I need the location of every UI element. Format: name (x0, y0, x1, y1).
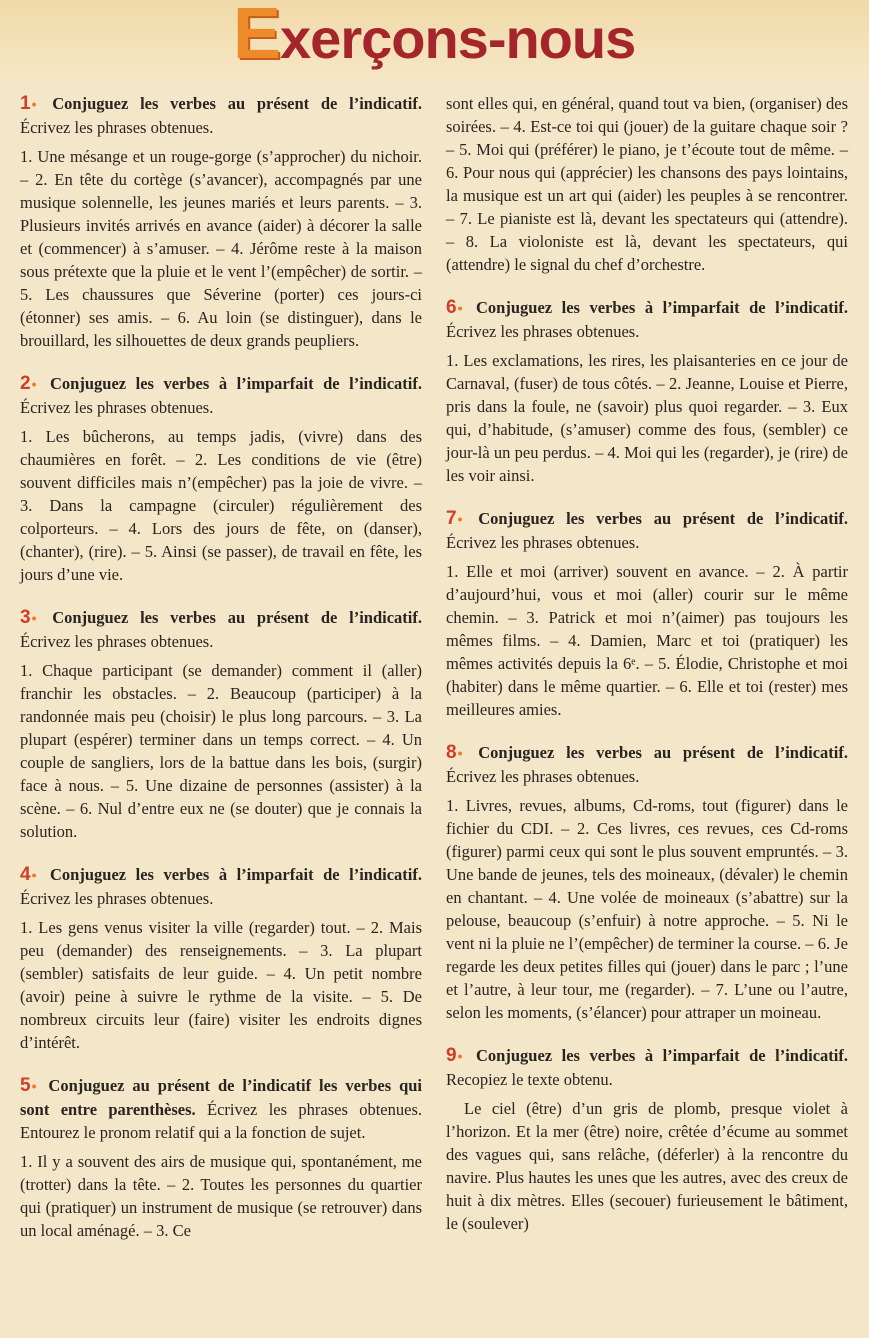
exercise-text: 1. Une mésange et un rouge-gorge (s’approcher) du nichoir. – 2. En tête du cortège (s’avancer), accompagnés par une musique solennelle, les jeunes mariés et leurs parents. – 3. Plusieurs invités arrivés en avance (aider) à décorer la salle et (commencer) à s’amuser. – 4. Jérôme reste à la maison sous prétexte que la pluie et le vent l’(empêcher) de sortir. – 5. Les chaussures que Séverine (porter) ces jours-ci (étonner) ses amis. – 6. Au loin (se distinguer), dans le brouillard, les silhouettes de deux grands peupliers. (20, 147, 422, 350)
exercise-text: Le ciel (être) d’un gris de plomb, presque violet à l’horizon. Et la mer (être) noire, crêtée d’écume au sommet des vagues qui, sans relâche, (déferler) à la rencontre du navire. Plus hautes les unes que les autres, avec des creux de huit à dix mètres. Elles (secouer) furieusement le bâtiment, le (soulever) (446, 1099, 848, 1233)
exercise-number: 9 • (446, 1045, 462, 1066)
exercise-9 (446, 1044, 848, 1235)
exercise-number: 2 • (20, 373, 36, 394)
right-column (446, 92, 848, 1255)
title-initial: E (233, 0, 281, 74)
exercise-title: Conjuguez les verbes au présent de l’indicatif. (52, 608, 422, 627)
exercise-title: Conjuguez les verbes à l’imparfait de l’indicatif. (476, 1046, 849, 1065)
exercise-title: Conjuguez les verbes à l’imparfait de l’indicatif. (50, 374, 423, 393)
exercise-text: 1. Elle et moi (arriver) souvent en avance. – 2. À partir d’aujourd’hui, vous et moi (aller) courir sur le même chemin. – 3. Patrick et moi n’(aimer) pas toujours les mêmes films. – 4. Damien, Marc et toi (pratiquer) les mêmes activités depuis la 6ᵉ. – 5. Élodie, Christophe et moi (habiter) dans le même quartier. – 6. Elle et toi (rester) mes meilleures amies. (446, 562, 848, 719)
exercise-5-continuation: sont elles qui, en général, quand tout va bien, (organiser) des soirées. – 4. Est-ce toi qui (jouer) de la guitare chaque soir ? – 5. Moi qui (préférer) le piano, je t’écoute tout de même. – 6. Pour nous qui (apprécier) les chansons des pays lointains, la musique est un art qui (aider) les peuples à se rencontrer. – 7. Le pianiste est là, devant les spectateurs qui (attendre). – 8. La violoniste est là, devant les spectateurs, qui (attendre) le signal du chef d’orchestre. (446, 94, 848, 274)
page-header (0, 0, 869, 82)
exercise-2 (20, 372, 422, 586)
exercise-title: Conjuguez les verbes à l’imparfait de l’indicatif. (476, 298, 849, 317)
exercise-text: 1. Livres, revues, albums, Cd-roms, tout (figurer) dans le fichier du CDI. – 2. Ces livres, ces revues, ces Cd-roms (figurer) parmi ceux qui sont le plus souvent empruntés. – 3. Une bande de jeunes, tels des moineaux, (dévaler) le chemin en chantant. – 4. Une volée de moineaux (s’abattre) sur la pelouse, beaucoup (s’enfuir) à notre approche. – 5. Ni le vent ni la pluie ne l’(empêcher) de terminer la course. – 6. Je regarde les deux petites filles qui (jouer) dans le parc ; l’une et l’autre, à leur tour, me (regarder). – 7. L’une ou l’autre, selon les moments, (s’élancer) pour attraper un moineau. (446, 796, 848, 1022)
exercise-instruction: Recopiez le texte obtenu. (446, 1070, 613, 1089)
exercise-text: 1. Chaque participant (se demander) comment il (aller) franchir les obstacles. – 2. Beaucoup (participer) à la randonnée mais peu (choisir) le plus long parcours. – 3. La plupart (espérer) terminer dans un temps correct. – 4. Un couple de sangliers, lors de la battue dans les bois, (surgir) face à nous. – 5. Une dizaine de personnes (assister) à la scène. – 6. Nul d’entre eux ne (se douter) que je connais la solution. (20, 661, 422, 841)
exercise-title: Conjuguez les verbes au présent de l’indicatif. (478, 743, 848, 762)
exercise-6 (446, 296, 848, 487)
title-rest: xerçons-nous (280, 7, 636, 70)
exercise-title: Conjuguez au présent de l’indicatif les verbes qui sont entre parenthèses. (20, 1076, 423, 1119)
exercise-title: Conjuguez les verbes au présent de l’indicatif. (478, 509, 848, 528)
exercise-number: 8 • (446, 742, 462, 763)
exercise-text: 1. Il y a souvent des airs de musique qui, spontanément, me (trotter) dans la tête. – 2. Toutes les personnes du quartier qui (pratiquer) un instrument de musique (se retrouver) dans un local aménagé. – 3. Ce (20, 1152, 422, 1240)
exercise-number: 3 • (20, 607, 36, 628)
exercise-instruction: Écrivez les phrases obtenues. (20, 118, 214, 137)
exercise-number: 4 • (20, 864, 36, 885)
exercise-instruction: Écrivez les phrases obtenues. (20, 889, 214, 908)
exercise-instruction: Écrivez les phrases obtenues. Entourez le pronom relatif qui a la fonction de sujet. (20, 1100, 422, 1142)
exercise-number: 6 • (446, 297, 462, 318)
exercise-5 (20, 1074, 422, 1242)
exercise-1 (20, 92, 422, 352)
exercise-number: 7 • (446, 508, 462, 529)
exercise-7 (446, 507, 848, 721)
exercise-instruction: Écrivez les phrases obtenues. (446, 533, 640, 552)
exercise-instruction: Écrivez les phrases obtenues. (20, 398, 214, 417)
exercise-8 (446, 741, 848, 1024)
exercise-3 (20, 606, 422, 843)
exercise-text: 1. Les bûcherons, au temps jadis, (vivre) dans des chaumières en forêt. – 2. Les conditions de vie (être) souvent difficiles mais n’(empêcher) pas la joie de vivre. – 3. Dans la campagne (circuler) régulièrement des colporteurs. – 4. Lors des jours de fête, on (danser), (chanter), (rire). – 5. Ainsi (se passer), de travail en fête, les jours d’une vie. (20, 427, 422, 584)
exercise-number: 5 • (20, 1075, 36, 1096)
exercise-number: 1 • (20, 93, 36, 114)
exercise-instruction: Écrivez les phrases obtenues. (446, 322, 640, 341)
exercise-title: Conjuguez les verbes au présent de l’indicatif. (52, 94, 422, 113)
exercise-title: Conjuguez les verbes à l’imparfait de l’indicatif. (50, 865, 423, 884)
exercise-instruction: Écrivez les phrases obtenues. (446, 767, 640, 786)
page-title (233, 0, 635, 78)
exercise-instruction: Écrivez les phrases obtenues. (20, 632, 214, 651)
exercise-text: 1. Les exclamations, les rires, les plaisanteries en ce jour de Carnaval, (fuser) de tous côtés. – 2. Jeanne, Louise et Pierre, pris dans la foule, ne (savoir) plus quoi regarder. – 3. Eux qui, d’habitude, (s’amuser) comme des fous, (sembler) ce jour-là un peu perdus. – 4. Moi qui les (regarder), je (rire) de les voir ainsi. (446, 351, 848, 485)
exercise-4 (20, 863, 422, 1054)
exercise-text: 1. Les gens venus visiter la ville (regarder) tout. – 2. Mais peu (demander) des renseignements. – 3. La plupart (sembler) satisfaits de leur guide. – 4. Un petit nombre (avoir) peine à suivre le rythme de la visite. – 5. De nombreux circuits leur (faire) visiter les endroits dignes d’intérêt. (20, 918, 422, 1052)
left-column (20, 92, 422, 1262)
